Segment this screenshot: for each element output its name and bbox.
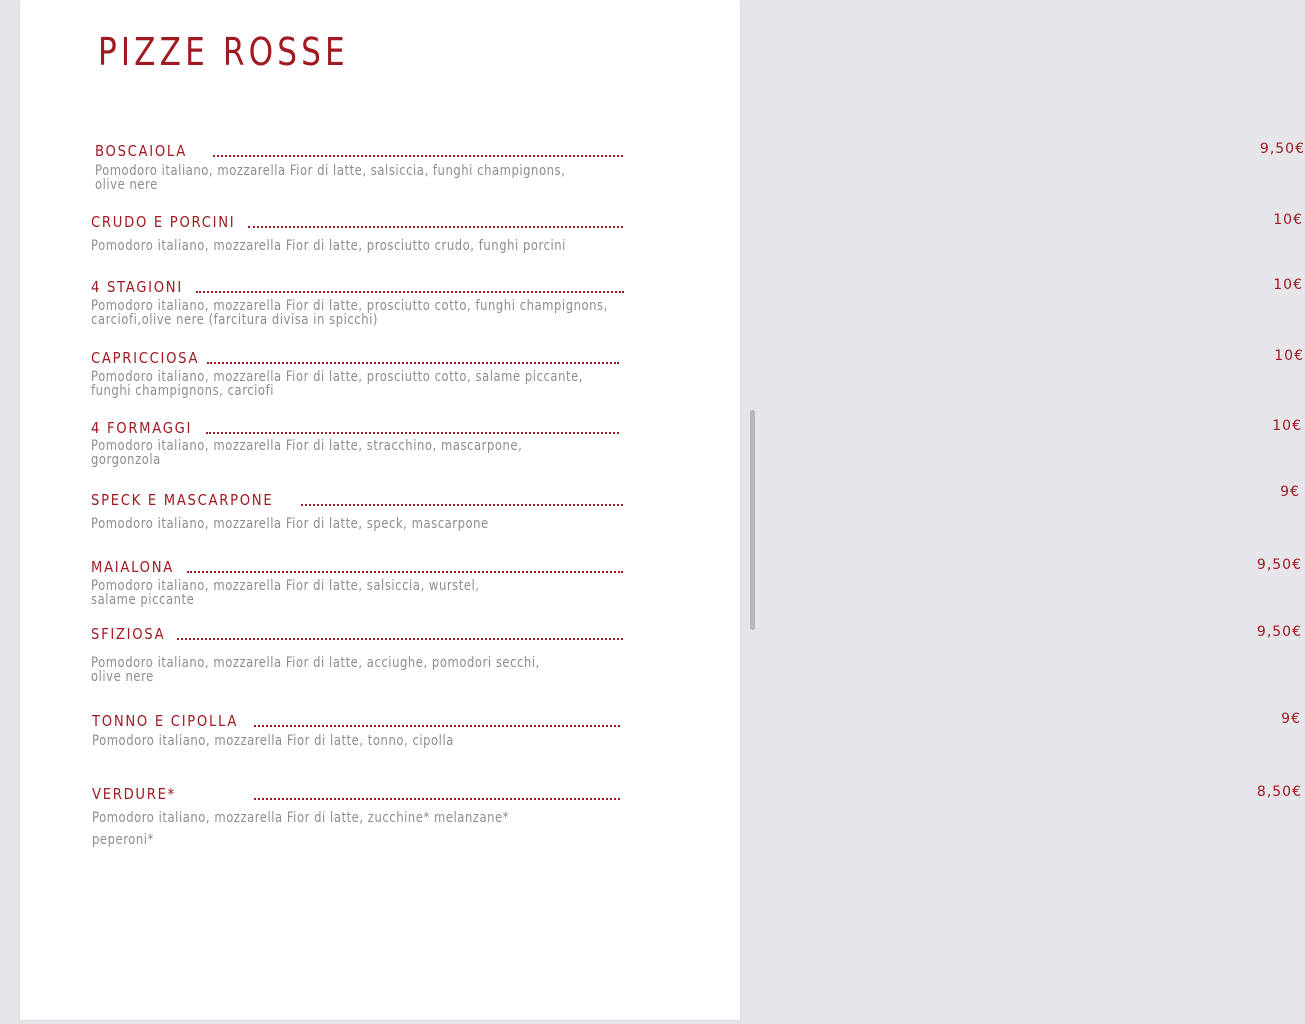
menu-item-description: Pomodoro italiano, mozzarella Fior di latte, stracchino, mascarpone, gorgonzola	[91, 438, 523, 468]
menu-item-price: 10€	[1273, 277, 1303, 293]
menu-item-price: 10€	[1273, 212, 1303, 228]
leader-dots	[248, 226, 623, 228]
menu-item	[91, 212, 1303, 254]
menu-item-price: 9,50€	[1256, 557, 1302, 573]
menu-item-description: Pomodoro italiano, mozzarella Fior di latte, speck, mascarpone	[91, 516, 489, 532]
menu-item-description: Pomodoro italiano, mozzarella Fior di latte, prosciutto cotto, salame piccante, funghi champignons, carciofi	[91, 369, 583, 399]
menu-item-description: Pomodoro italiano, mozzarella Fior di latte, tonno, cipolla	[92, 733, 454, 749]
menu-item-description: Pomodoro italiano, mozzarella Fior di latte, zucchine* melanzane* peperoni*	[92, 810, 510, 848]
menu-item	[91, 418, 1302, 468]
leader-dots	[187, 571, 623, 573]
menu-item-description: Pomodoro italiano, mozzarella Fior di latte, salsiccia, funghi champignons, olive nere	[95, 163, 566, 193]
leader-dots	[254, 725, 620, 727]
menu-item-name: VERDURE*	[92, 785, 176, 803]
menu-item-description: Pomodoro italiano, mozzarella Fior di latte, salsiccia, wurstel, salame piccante	[91, 578, 480, 608]
menu-item	[91, 557, 1302, 608]
menu-item-price: 9€	[1280, 484, 1300, 500]
menu-item-price: 10€	[1272, 418, 1302, 434]
menu-page	[20, 0, 1305, 1020]
menu-item-name: TONNO E CIPOLLA	[92, 712, 239, 730]
leader-dots	[254, 798, 620, 800]
menu-item-name: MAIALONA	[91, 558, 174, 576]
menu-item-description: Pomodoro italiano, mozzarella Fior di latte, acciughe, pomodori secchi, olive nere	[91, 655, 540, 685]
menu-item-name: 4 STAGIONI	[91, 278, 183, 296]
menu-item	[91, 277, 1303, 328]
menu-item-name: SFIZIOSA	[91, 625, 166, 643]
menu-item	[95, 141, 1305, 193]
menu-item-description: Pomodoro italiano, mozzarella Fior di latte, prosciutto crudo, funghi porcini	[91, 238, 566, 254]
leader-dots	[177, 638, 623, 640]
leader-dots	[196, 291, 624, 293]
menu-item	[91, 348, 1304, 399]
page-title: PIZZE ROSSE	[98, 30, 349, 74]
menu-item-name: BOSCAIOLA	[95, 142, 187, 160]
menu-item-name: CRUDO E PORCINI	[91, 213, 236, 231]
leader-dots	[207, 362, 619, 364]
menu-item-price: 8,50€	[1256, 784, 1302, 800]
leader-dots	[213, 155, 623, 157]
scrollbar[interactable]	[750, 410, 755, 630]
menu-item-name: CAPRICCIOSA	[91, 349, 200, 367]
menu-item-price: 9,50€	[1256, 624, 1302, 640]
leader-dots	[206, 432, 619, 434]
menu-item	[92, 784, 1302, 851]
menu-item-price: 9,50€	[1259, 141, 1305, 157]
menu-item-name: SPECK E MASCARPONE	[91, 491, 274, 509]
menu-item-price: 9€	[1281, 711, 1301, 727]
menu-item-description: Pomodoro italiano, mozzarella Fior di latte, prosciutto cotto, funghi champignons, carciofi,olive nere (farcitura divisa in spicchi)	[91, 298, 608, 328]
menu-item	[91, 484, 1300, 532]
menu-item-price: 10€	[1274, 348, 1304, 364]
leader-dots	[301, 504, 623, 506]
menu-item	[92, 711, 1301, 749]
menu-item	[91, 624, 1302, 685]
menu-item-name: 4 FORMAGGI	[91, 419, 193, 437]
